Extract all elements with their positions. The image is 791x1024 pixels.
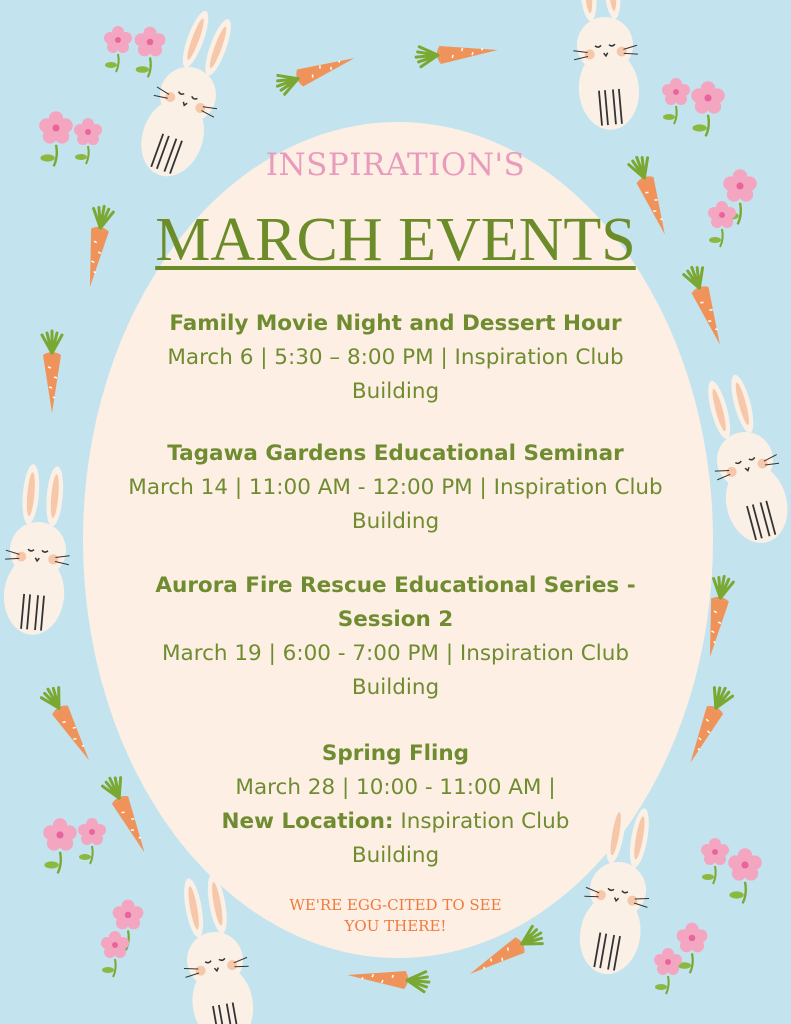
closing-line: WE'RE EGG-CITED TO SEE xyxy=(289,896,502,914)
event-details: March 28 | 10:00 - 11:00 AM | xyxy=(235,775,556,800)
event-name: Tagawa Gardens Educational Seminar xyxy=(167,441,624,466)
event-tagawa-gardens-seminar xyxy=(100,437,691,539)
flyer-subtitle: INSPIRATION'S xyxy=(265,147,526,183)
new-location-label: New Location: xyxy=(221,809,394,834)
event-aurora-fire-rescue xyxy=(100,569,691,705)
event-details: March 19 | 6:00 - 7:00 PM | Inspiration Club xyxy=(162,641,629,666)
event-name: Family Movie Night and Dessert Hour xyxy=(169,311,622,336)
flyer-title xyxy=(0,205,791,275)
event-name: Spring Fling xyxy=(321,741,470,766)
event-details: Building xyxy=(351,509,440,534)
event-details: Building xyxy=(351,675,440,700)
event-name: Session 2 xyxy=(337,607,454,632)
event-details: March 6 | 5:30 – 8:00 PM | Inspiration Club xyxy=(167,345,624,370)
location-value: Inspiration Club xyxy=(393,809,570,834)
event-details: Building xyxy=(351,843,440,868)
event-family-movie-night xyxy=(100,307,691,409)
event-details: March 14 | 11:00 AM - 12:00 PM | Inspiration Club xyxy=(128,475,663,500)
event-details: Building xyxy=(351,379,440,404)
event-name: Aurora Fire Rescue Educational Series - xyxy=(155,573,636,598)
event-location xyxy=(100,805,691,839)
closing-line: YOU THERE! xyxy=(344,917,447,935)
closing-message xyxy=(0,895,791,937)
title-text: MARCH EVENTS xyxy=(155,206,636,274)
event-spring-fling xyxy=(100,737,691,873)
